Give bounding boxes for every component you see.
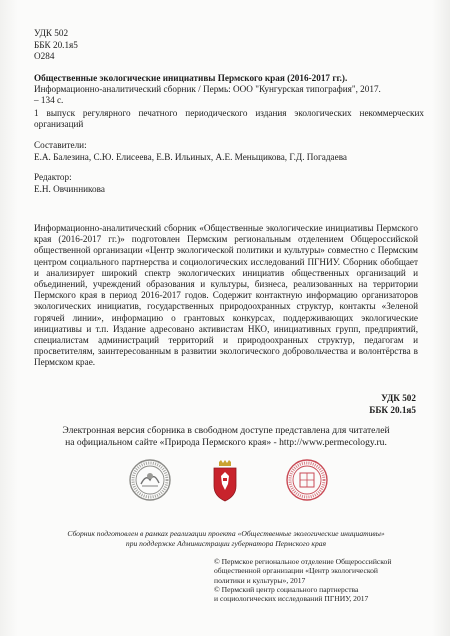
electronic-line-2: на официальном сайте «Природа Пермского края» - http://www.permecology.ru. [65, 437, 387, 448]
editor-heading: Редактор: [34, 172, 72, 182]
bibliographic-record [34, 73, 424, 107]
udk-block [34, 28, 78, 63]
copyright-line: © Пермское региональное отделение Общероссийской [214, 557, 392, 566]
perm-krai-coat-of-arms-icon [211, 460, 239, 502]
seal-logo-icon [128, 458, 172, 502]
stamp-logo-icon [285, 458, 329, 502]
project-support-note [34, 529, 418, 548]
electronic-version-note [34, 425, 418, 449]
copyright-line: © Пермский центр социального партнерства [214, 584, 359, 594]
annotation-paragraph: Информационно-аналитический сборник «Общественные экологические инициативы Пермского края (2016-2017 гг.)» подготовлен Пермским региональным отделением Общероссийской общественной организации «Центр экологической политики и культуры» совместно с Пермским центром социального партнерства и социологических исследований ПГНИУ. Сборник обобщает и анализирует широкий спектр экологических инициатив общественных организаций и объединений, учреждений образования и культуры, бизнеса, реализованных на территории Пермского края в период 2016-2017 годов. Содержит контактную информацию организаторов экологических инициатив, государственных природоохранных структур, контакты «Зеленой горячей линии», информацию о грантовых конкурсах, поддерживающих экологические инициативы и т.п. Издание адресовано активистам НКО, инициативных групп, предприятий, специалистам администраций территорий и природоохранных структур, педагогам и просветителям, заинтересованным в развитии экологического добровольчества и волонтёрства в Пермском крае. [34, 223, 418, 368]
logos-row [0, 458, 450, 508]
issue-note: 1 выпуск регулярного печатного периодического издания экологических некоммерческих организаций [34, 108, 424, 130]
bbk-code: ББК 20.1я5 [34, 39, 78, 50]
copyright-line: и социологических исследований ПГНИУ, 2017 [214, 594, 369, 604]
udk-code: УДК 502 [34, 28, 69, 38]
support-line-1: Сборник подготовлен в рамках реализации проекта «Общественные экологические инициативы» [67, 529, 385, 538]
udk-code-right: УДК 502 [381, 393, 416, 403]
publication-info: Информационно-аналитический сборник / Пермь: ООО "Кунгурская типография", 2017. [34, 84, 381, 95]
author-sign: О284 [34, 51, 55, 61]
copyright-block [214, 557, 424, 603]
electronic-line-1: Электронная версия сборника в свободном доступе представлена для читателей [62, 425, 390, 436]
compilers-heading: Составители: [34, 140, 87, 150]
copyright-line: политики и культуры», 2017 [214, 575, 306, 585]
book-title: Общественные экологические инициативы Пермского края (2016-2017 гг.). [34, 73, 348, 83]
page-count: – 134 с. [34, 95, 64, 106]
copyright-line: общественной организации «Центр экологической [214, 566, 378, 576]
compilers-names: Е.А. Балезина, С.Ю. Елисеева, Е.В. Ильиных, А.Е. Меньщикова, Г.Д. Погадаева [34, 152, 347, 162]
udk-right-block [369, 393, 416, 416]
support-line-2: при поддержке Администрации губернатора Пермского края [125, 538, 327, 548]
bbk-code-right: ББК 20.1я5 [369, 404, 416, 415]
editor-name: Е.Н. Овчинникова [34, 184, 105, 194]
